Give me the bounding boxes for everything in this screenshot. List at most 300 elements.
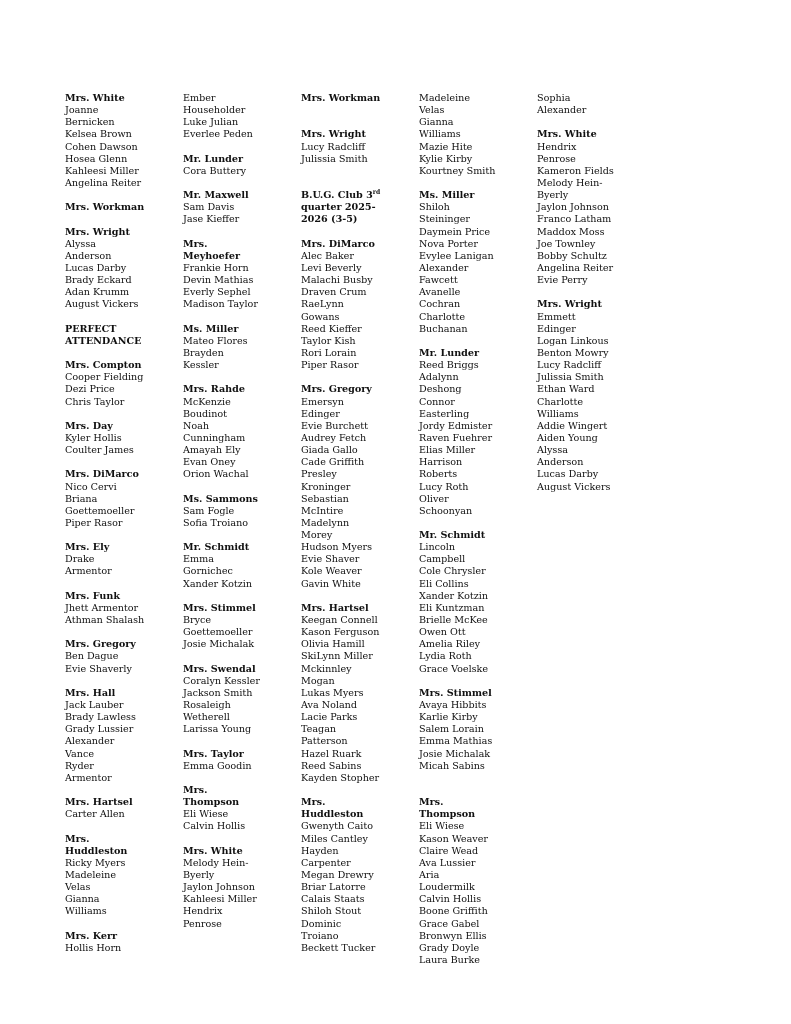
- name-text: RaeLynn: [301, 299, 344, 311]
- name-text: Evylee Lanigan: [419, 250, 494, 262]
- name-text: Joe Townley: [537, 238, 596, 250]
- spacer: [65, 190, 177, 202]
- spacer: [65, 821, 177, 833]
- name-text: Goettemoeller: [65, 505, 135, 517]
- heading-text: Mrs. Funk: [65, 590, 120, 602]
- name-text: Athman Shalash: [65, 615, 145, 627]
- name-text: Piper Rasor: [301, 360, 359, 372]
- student-name: [65, 445, 177, 457]
- student-name: [301, 336, 413, 348]
- name-text: Easterling: [419, 408, 470, 420]
- spacer: [65, 409, 177, 421]
- teacher-heading: [183, 154, 295, 166]
- teacher-heading: [301, 93, 413, 105]
- name-text: Byerly: [183, 870, 215, 881]
- name-text: Dezi Price: [65, 384, 115, 396]
- name-text: Nova Porter: [419, 238, 478, 250]
- spacer: [65, 676, 177, 688]
- student-name: [419, 251, 531, 263]
- name-text: Audrey Fetch: [301, 432, 367, 444]
- student-name: [65, 178, 177, 190]
- name-text: Williams: [419, 129, 461, 141]
- name-text: Sofia Troiano: [183, 517, 249, 529]
- heading-text: Mrs. Hartsel: [301, 602, 369, 614]
- spacer: [183, 834, 295, 846]
- student-name: [183, 202, 295, 214]
- student-name: [537, 360, 649, 372]
- name-text: Gianna: [419, 117, 454, 129]
- student-name: [65, 773, 177, 785]
- student-name: [537, 384, 649, 396]
- name-text: McKenzie: [183, 396, 231, 408]
- student-name: [183, 214, 295, 226]
- name-text: Armentor: [65, 566, 112, 578]
- name-text: Carter Allen: [65, 809, 125, 821]
- name-text: Ethan Ward: [537, 384, 595, 396]
- name-text: Orion Wachal: [183, 469, 249, 481]
- student-name: [419, 906, 531, 918]
- student-name: [419, 397, 531, 409]
- name-text: Kahleesi Miller: [65, 165, 139, 177]
- student-name: [419, 421, 531, 433]
- name-text: Chris Taylor: [65, 396, 125, 408]
- spacer: [183, 773, 295, 785]
- student-name: [419, 445, 531, 457]
- student-name: [537, 336, 649, 348]
- name-text: Kelsea Brown: [65, 129, 132, 141]
- name-text: Draven Crum: [301, 287, 367, 299]
- name-text: Shiloh Stout: [301, 906, 362, 918]
- student-name: [537, 142, 649, 154]
- student-name: [301, 664, 413, 676]
- name-text: Sophia: [537, 93, 571, 104]
- teacher-heading: [183, 749, 295, 761]
- student-name: [537, 445, 649, 457]
- heading-text: Mrs. Swendal: [183, 663, 256, 675]
- student-name: [419, 870, 531, 882]
- spacer: [65, 785, 177, 797]
- name-text: Coralyn Kessler: [183, 675, 260, 687]
- spacer: [65, 348, 177, 360]
- student-name: [301, 834, 413, 846]
- name-text: Aiden Young: [537, 432, 598, 444]
- name-text: Reed Sabins: [301, 760, 362, 772]
- name-text: Nico Cervi: [65, 481, 117, 493]
- name-text: Gwenyth Caito: [301, 821, 373, 833]
- spacer: [419, 785, 531, 797]
- student-name: [65, 482, 177, 494]
- heading-text: Mrs.: [65, 833, 90, 845]
- student-name: [301, 251, 413, 263]
- name-text: Alexander: [65, 736, 115, 748]
- name-text: Velas: [419, 105, 445, 117]
- name-text: Avanelle: [419, 287, 461, 299]
- spacer: [183, 530, 295, 542]
- student-name: [537, 433, 649, 445]
- student-name: [419, 482, 531, 494]
- student-name: [419, 579, 531, 591]
- student-name: [183, 166, 295, 178]
- name-text: Madeleine: [65, 870, 117, 881]
- teacher-heading: [301, 603, 413, 615]
- student-name: [301, 676, 413, 688]
- student-name: [183, 469, 295, 481]
- heading-text: Thompson: [419, 809, 476, 821]
- name-text: Eli Kuntzman: [419, 602, 485, 614]
- student-name: [301, 469, 413, 481]
- name-text: Carpenter: [301, 857, 351, 869]
- teacher-heading: [419, 530, 531, 542]
- name-text: Addie Wingert: [537, 420, 608, 432]
- heading-text: ATTENDANCE: [65, 335, 142, 347]
- name-text: Loudermilk: [419, 882, 475, 894]
- student-name: [183, 336, 295, 348]
- spacer: [537, 117, 649, 129]
- name-text: Ember: [183, 93, 216, 104]
- heading-text: Mrs. Rahde: [183, 384, 245, 396]
- heading-text: Mrs. White: [183, 845, 243, 857]
- student-name: [301, 724, 413, 736]
- student-name: [419, 700, 531, 712]
- heading-text: Huddleston: [301, 809, 364, 821]
- student-name: [419, 603, 531, 615]
- name-text: Hendrix: [183, 906, 223, 918]
- name-text: Goettemoeller: [183, 627, 253, 639]
- student-name: [65, 882, 177, 894]
- student-name: [537, 482, 649, 494]
- name-text: Lydia Roth: [419, 651, 472, 663]
- student-name: [301, 579, 413, 591]
- name-text: Evie Burchett: [301, 420, 368, 432]
- spacer: [419, 336, 531, 348]
- name-text: Rori Lorain: [301, 347, 357, 359]
- name-text: Oliver: [419, 493, 449, 505]
- student-name: [65, 239, 177, 251]
- student-name: [183, 688, 295, 700]
- name-text: Josie Michalak: [419, 748, 491, 760]
- student-name: [183, 433, 295, 445]
- name-text: Cunningham: [183, 432, 246, 444]
- student-name: [183, 348, 295, 360]
- student-name: [183, 263, 295, 275]
- name-text: Eli Wiese: [183, 809, 229, 821]
- spacer: [537, 287, 649, 299]
- student-name: [183, 129, 295, 141]
- teacher-heading: [65, 336, 177, 348]
- student-name: [301, 882, 413, 894]
- student-name: [65, 275, 177, 287]
- student-name: [301, 154, 413, 166]
- student-name: [183, 457, 295, 469]
- spacer: [65, 457, 177, 469]
- student-name: [65, 433, 177, 445]
- teacher-heading: [65, 931, 177, 943]
- name-text: Cole Chrysler: [419, 566, 486, 578]
- column-2: [183, 93, 295, 931]
- name-text: Anderson: [537, 457, 584, 469]
- name-text: Eli Collins: [419, 578, 469, 590]
- student-name: [183, 870, 295, 882]
- name-text: Fawcett: [419, 275, 458, 287]
- teacher-heading: [183, 664, 295, 676]
- student-name: [419, 324, 531, 336]
- student-name: [301, 870, 413, 882]
- student-name: [301, 421, 413, 433]
- name-text: Armentor: [65, 772, 112, 784]
- student-name: [419, 749, 531, 761]
- name-text: Owen Ott: [419, 627, 466, 639]
- heading-text: Mr. Maxwell: [183, 190, 249, 202]
- spacer: [183, 142, 295, 154]
- student-name: [65, 299, 177, 311]
- name-text: Troiano: [301, 930, 339, 942]
- student-name: [419, 129, 531, 141]
- student-name: [419, 166, 531, 178]
- teacher-heading: [183, 190, 295, 202]
- name-text: Charlotte: [419, 311, 466, 323]
- heading-text: Mrs. Stimmel: [419, 687, 492, 699]
- student-name: [537, 166, 649, 178]
- name-text: Emmett: [537, 311, 576, 323]
- heading-text: Mrs. Kerr: [65, 930, 118, 942]
- student-name: [301, 688, 413, 700]
- name-text: Jaylon Johnson: [537, 202, 609, 214]
- name-text: Karlie Kirby: [419, 712, 478, 724]
- name-text: Everly Sephel: [183, 287, 251, 299]
- name-text: Logan Linkous: [537, 335, 609, 347]
- heading-text: Huddleston: [65, 845, 128, 857]
- name-text: Cooper Fielding: [65, 372, 144, 384]
- student-name: [301, 360, 413, 372]
- student-name: [183, 882, 295, 894]
- heading-text: Mr. Lunder: [183, 153, 244, 165]
- name-text: Brady Lawless: [65, 712, 136, 724]
- teacher-heading: [301, 797, 413, 809]
- name-text: SkiLynn Miller: [301, 651, 373, 663]
- name-text: Alyssa: [537, 445, 568, 457]
- student-name: [183, 761, 295, 773]
- teacher-heading: [183, 239, 295, 251]
- teacher-heading: [65, 227, 177, 239]
- student-name: [183, 676, 295, 688]
- name-text: Julissia Smith: [301, 153, 368, 165]
- name-text: Malachi Busby: [301, 275, 373, 287]
- column-3: [301, 93, 413, 955]
- heading-text: B.U.G. Club 3: [301, 190, 373, 202]
- heading-text: Ms. Miller: [183, 323, 239, 335]
- spacer: [183, 178, 295, 190]
- heading-text: Mrs. Hall: [65, 687, 116, 699]
- heading-text: Mrs.: [419, 797, 444, 809]
- student-name: [65, 943, 177, 955]
- name-text: Lucy Roth: [419, 481, 469, 493]
- student-name: [183, 93, 295, 105]
- heading-text: Mrs. Stimmel: [183, 602, 256, 614]
- student-name: [65, 494, 177, 506]
- student-name: [183, 919, 295, 931]
- teacher-heading: [65, 469, 177, 481]
- column-1: [65, 93, 177, 955]
- spacer: [65, 919, 177, 931]
- name-text: Alyssa: [65, 238, 96, 250]
- student-name: [183, 712, 295, 724]
- student-name: [419, 615, 531, 627]
- student-name: [419, 384, 531, 396]
- heading-text: PERFECT: [65, 323, 117, 335]
- teacher-heading: [183, 785, 295, 797]
- student-name: [537, 397, 649, 409]
- student-name: [65, 736, 177, 748]
- teacher-heading: [65, 688, 177, 700]
- heading-text: Mrs. Workman: [301, 93, 381, 104]
- student-name: [537, 348, 649, 360]
- name-text: Xander Kotzin: [183, 578, 253, 590]
- name-text: Patterson: [301, 736, 348, 748]
- name-text: Gavin White: [301, 578, 361, 590]
- student-name: [301, 457, 413, 469]
- student-name: [65, 397, 177, 409]
- name-text: Giada Gallo: [301, 445, 358, 457]
- spacer: [419, 676, 531, 688]
- student-name: [419, 955, 531, 967]
- name-text: Grace Voelske: [419, 663, 489, 675]
- student-name: [419, 275, 531, 287]
- name-text: Beckett Tucker: [301, 942, 376, 954]
- name-text: Joanne: [65, 105, 99, 117]
- name-text: Ava Noland: [301, 700, 358, 712]
- student-name: [65, 117, 177, 129]
- name-text: Sam Davis: [183, 202, 235, 214]
- teacher-heading: [65, 639, 177, 651]
- spacer: [183, 482, 295, 494]
- name-text: Daymein Price: [419, 226, 491, 238]
- spacer: [65, 312, 177, 324]
- teacher-heading: [65, 797, 177, 809]
- student-name: [419, 142, 531, 154]
- student-name: [301, 506, 413, 518]
- student-name: [301, 566, 413, 578]
- teacher-heading: [301, 190, 413, 202]
- teacher-heading: [65, 846, 177, 858]
- student-name: [419, 894, 531, 906]
- student-name: [537, 227, 649, 239]
- spacer: [301, 105, 413, 117]
- student-name: [419, 457, 531, 469]
- student-name: [419, 360, 531, 372]
- student-name: [65, 870, 177, 882]
- student-name: [419, 202, 531, 214]
- name-text: Angelina Reiter: [537, 262, 614, 274]
- student-name: [419, 736, 531, 748]
- name-text: Madison Taylor: [183, 299, 258, 311]
- name-text: Evan Oney: [183, 457, 236, 469]
- name-text: Kourtney Smith: [419, 165, 496, 177]
- name-text: Xander Kotzin: [419, 590, 489, 602]
- heading-text: Mrs. Wright: [537, 299, 602, 311]
- name-text: Mckinnley: [301, 663, 352, 675]
- name-text: Kyler Hollis: [65, 432, 122, 444]
- heading-text: Mrs. Ely: [65, 542, 110, 554]
- student-name: [65, 263, 177, 275]
- name-text: Grady Doyle: [419, 942, 480, 954]
- student-name: [65, 384, 177, 396]
- name-text: August Vickers: [65, 299, 139, 311]
- name-text: Lincoln: [419, 542, 456, 554]
- student-name: [301, 773, 413, 785]
- name-text: Shiloh: [419, 202, 450, 214]
- name-text: Deshong: [419, 384, 462, 396]
- name-text: Amayah Ely: [183, 445, 241, 457]
- spacer: [65, 530, 177, 542]
- student-name: [183, 700, 295, 712]
- name-text: Melody Hein-: [183, 857, 249, 869]
- teacher-heading: [301, 809, 413, 821]
- student-name: [537, 202, 649, 214]
- name-text: Jordy Edmister: [419, 420, 493, 432]
- student-name: [183, 287, 295, 299]
- student-name: [183, 445, 295, 457]
- name-text: Calvin Hollis: [419, 894, 482, 906]
- student-name: [65, 251, 177, 263]
- name-text: Edinger: [301, 408, 340, 420]
- student-name: [419, 943, 531, 955]
- student-name: [301, 397, 413, 409]
- student-name: [419, 312, 531, 324]
- student-name: [65, 894, 177, 906]
- name-text: Lukas Myers: [301, 687, 364, 699]
- name-text: Steininger: [419, 214, 471, 226]
- student-name: [183, 906, 295, 918]
- student-name: [183, 105, 295, 117]
- student-name: [419, 93, 531, 105]
- name-text: Piper Rasor: [65, 517, 123, 529]
- student-name: [301, 931, 413, 943]
- name-text: Lucy Radcliff: [301, 141, 366, 153]
- student-name: [537, 275, 649, 287]
- student-name: [419, 834, 531, 846]
- student-name: [537, 214, 649, 226]
- student-name: [301, 445, 413, 457]
- name-text: Frankie Horn: [183, 262, 249, 274]
- heading-text: Mr. Schmidt: [183, 542, 250, 554]
- name-text: Cora Buttery: [183, 165, 247, 177]
- student-name: [183, 639, 295, 651]
- student-name: [419, 409, 531, 421]
- name-text: Jase Kieffer: [183, 214, 240, 226]
- name-text: Aria: [419, 870, 440, 881]
- student-name: [65, 749, 177, 761]
- name-text: Kylie Kirby: [419, 153, 473, 165]
- student-name: [65, 603, 177, 615]
- student-name: [419, 761, 531, 773]
- student-name: [301, 627, 413, 639]
- name-text: Teagan: [301, 724, 337, 736]
- teacher-heading: [183, 797, 295, 809]
- spacer: [301, 227, 413, 239]
- name-text: Evie Shaver: [301, 554, 360, 566]
- heading-text: Mrs.: [301, 797, 326, 809]
- student-name: [537, 421, 649, 433]
- student-name: [537, 105, 649, 117]
- name-text: Rosaleigh: [183, 700, 231, 712]
- student-name: [419, 299, 531, 311]
- student-name: [301, 651, 413, 663]
- student-name: [301, 894, 413, 906]
- name-text: Ben Dague: [65, 651, 119, 663]
- heading-text: Mrs. DiMarco: [65, 469, 139, 481]
- teacher-heading: [419, 809, 531, 821]
- name-text: Hosea Glenn: [65, 153, 128, 165]
